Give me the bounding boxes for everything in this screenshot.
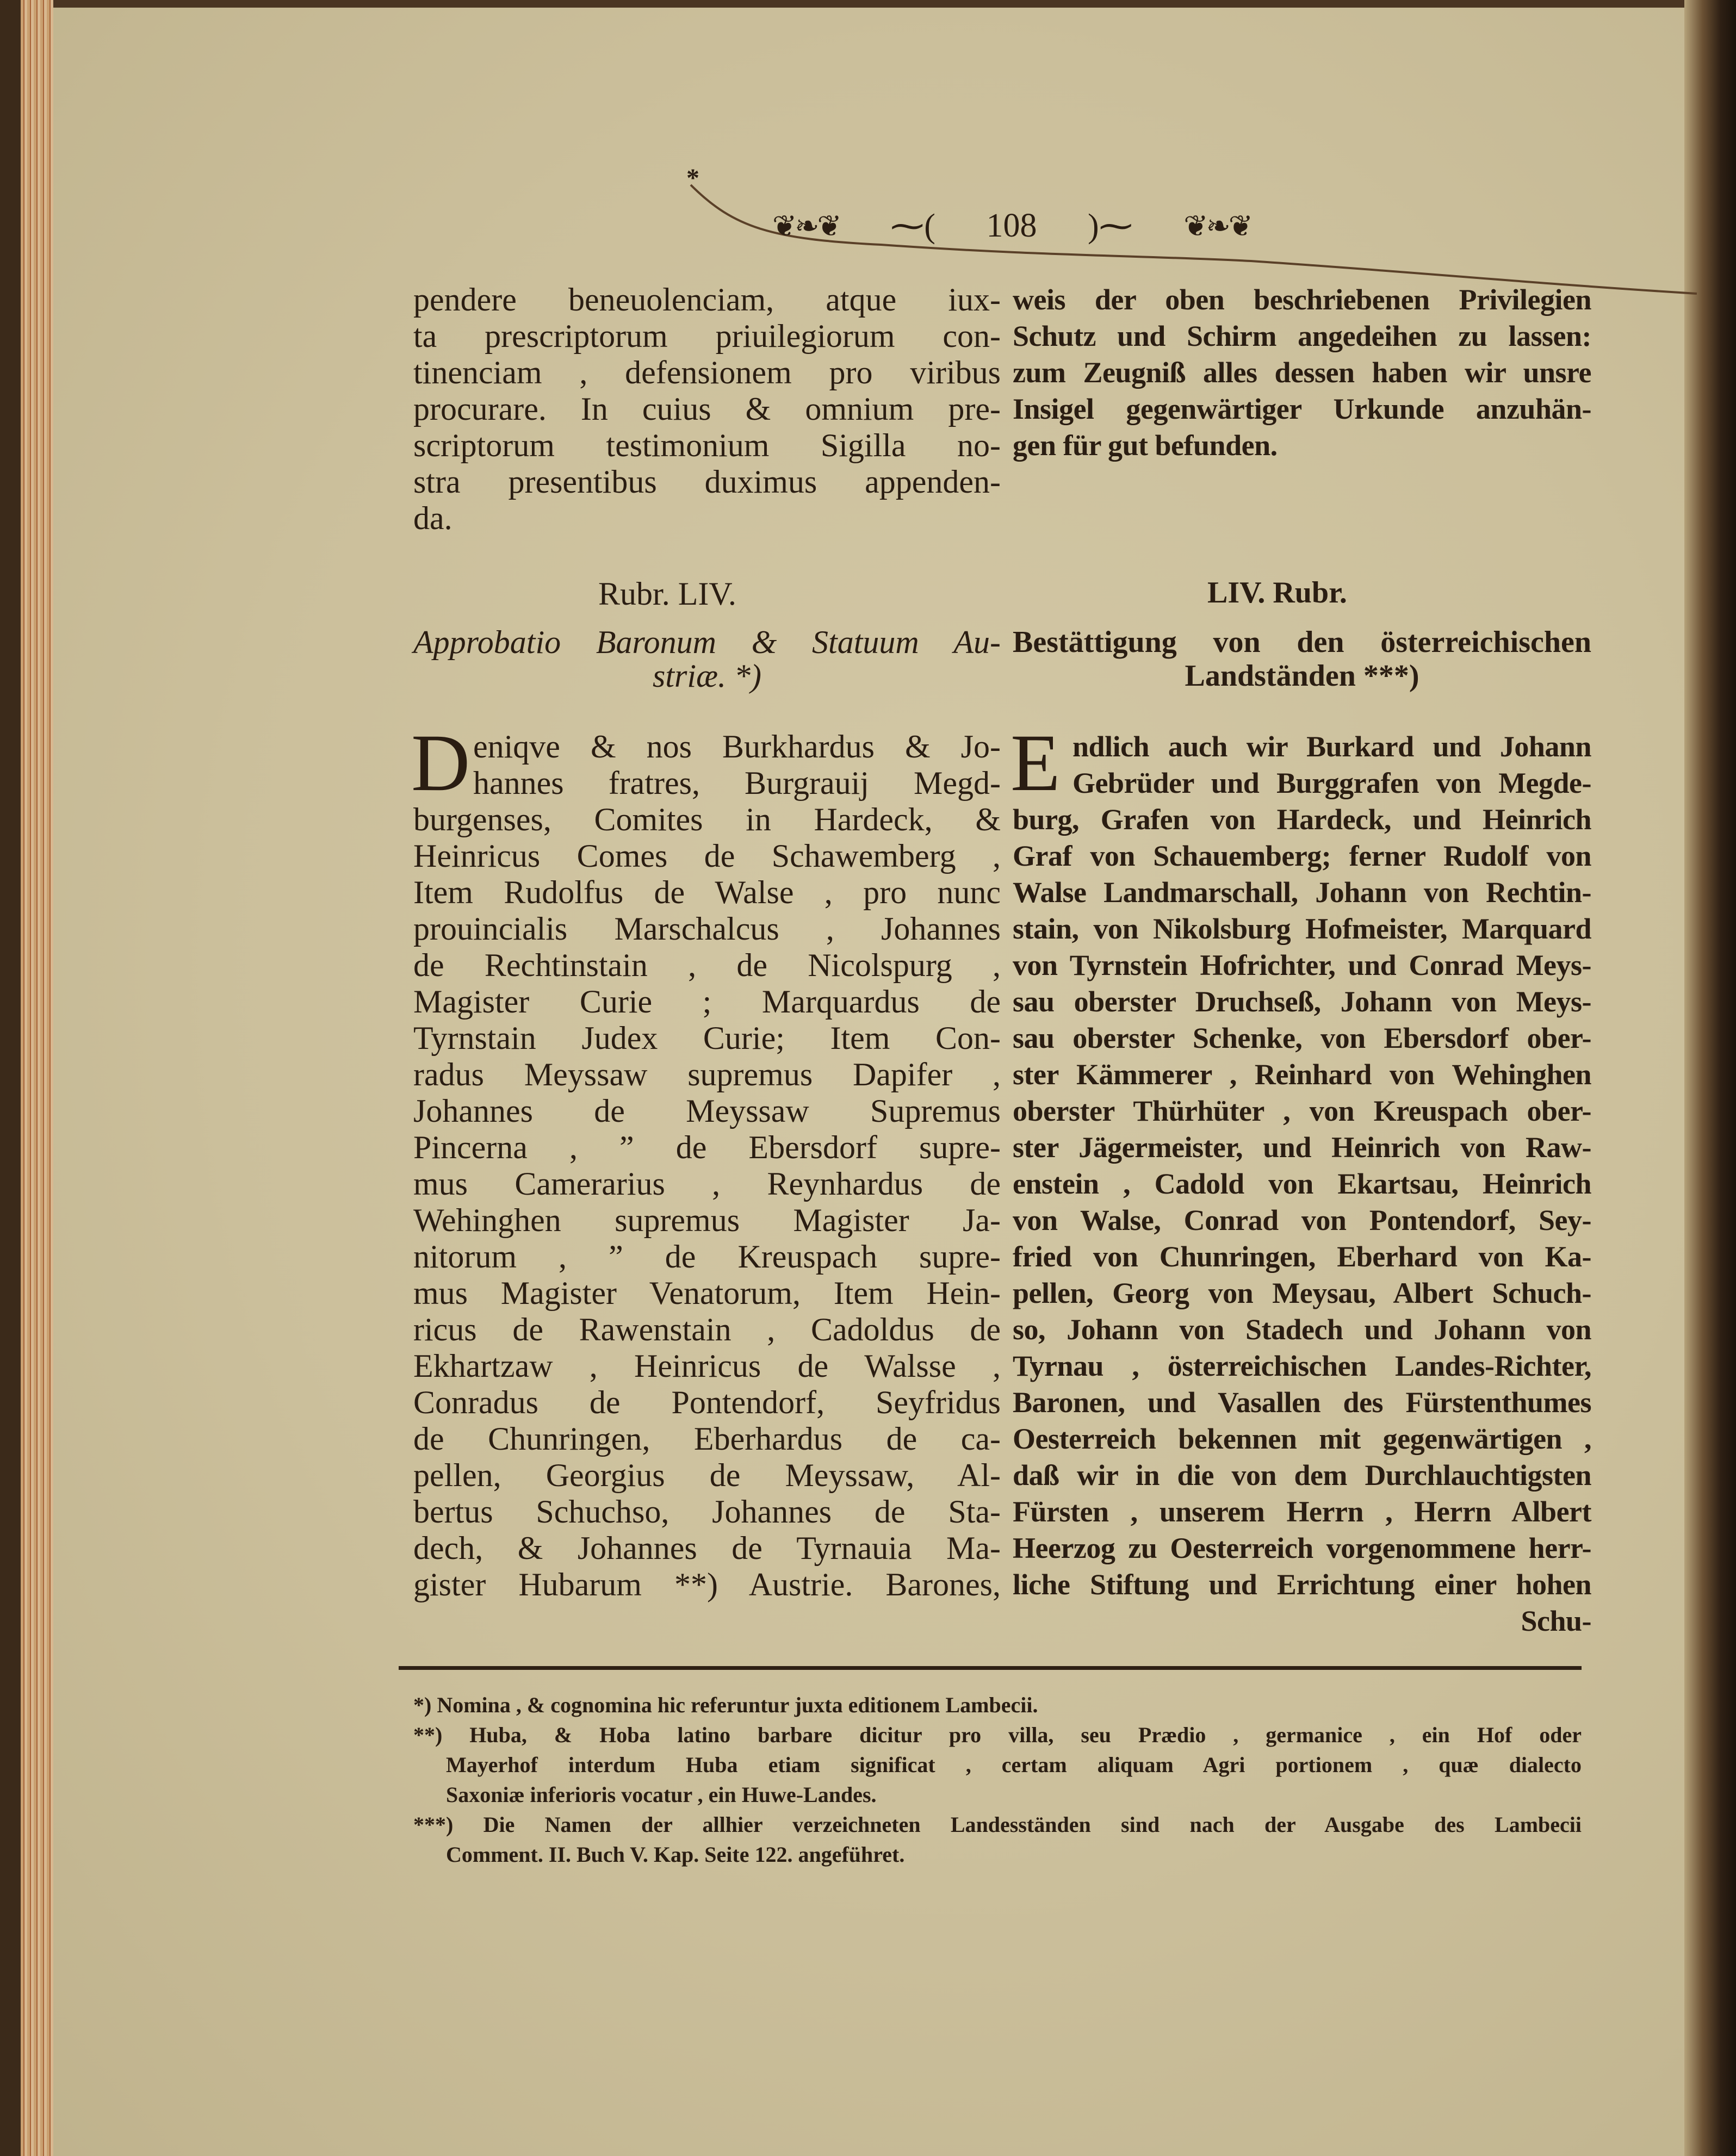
text-line: scriptorum testimonium Sigilla no-: [413, 427, 1001, 463]
text-line: pendere beneuolenciam, atque iux-: [413, 282, 1001, 318]
text-line: liche Stiftung und Errichtung einer hohen: [1013, 1568, 1591, 1601]
text-line: Oesterreich bekennen mit gegenwärtigen ,: [1013, 1422, 1591, 1455]
footnote-line: ***) Die Namen der allhier verzeichneten Landesständen sind nach der Ausgabe des Lambecii: [413, 1812, 1582, 1837]
footnote-line: Comment. II. Buch V. Kap. Seite 122. angeführet.: [446, 1842, 905, 1867]
ornament-left-icon: ❦❧❦: [772, 209, 840, 243]
text-line: burgenses, Comites in Hardeck, &: [413, 801, 1001, 837]
text-line: Heerzog zu Oesterreich vorgenommene herr-: [1013, 1532, 1591, 1564]
footnotes: [413, 1690, 1582, 1869]
footnote-line: Saxoniæ inferioris vocatur , ein Huwe-Landes.: [446, 1782, 877, 1807]
right-body: [1010, 718, 1591, 1639]
text-line: burg, Grafen von Hardeck, und Heinrich: [1013, 803, 1591, 836]
text-line: tinenciam , defensionem pro viribus: [413, 355, 1001, 390]
right-title-line: Bestättigung von den österreichischen: [1013, 625, 1591, 659]
text-line: ta prescriptorum priuilegiorum con-: [413, 318, 1001, 354]
text-line: sau oberster Schenke, von Ebersdorf ober-: [1013, 1022, 1591, 1054]
ink-mark: *: [686, 164, 699, 192]
text-line: Heinricus Comes de Schawemberg ,: [413, 838, 1001, 874]
left-title-line: striæ. *): [652, 658, 762, 694]
text-line: ster Kämmerer , Reinhard von Wehinghen: [1013, 1058, 1591, 1091]
text-line: bertus Schuchso, Johannes de Sta-: [413, 1494, 1001, 1530]
text-line: Wehinghen supremus Magister Ja-: [413, 1202, 1001, 1238]
text-line: Gebrüder und Burggrafen von Megde-: [1072, 767, 1591, 799]
left-body: [411, 718, 1001, 1603]
right-title-line: Landständen ***): [1185, 659, 1419, 693]
bracket-right: )⁓: [1088, 208, 1133, 245]
footnote-rule: [399, 1666, 1582, 1670]
left-rubric: Rubr. LIV.: [598, 576, 736, 612]
left-paragraph-1: [413, 282, 1001, 537]
text-line: ndlich auch wir Burkard und Johann: [1072, 730, 1591, 763]
footnote-line: Mayerhof interdum Huba etiam significat , certam aliquam Agri portionem , quæ dialecto: [446, 1753, 1582, 1777]
text-line: stra presentibus duximus appenden-: [413, 464, 1001, 500]
text-line: de Chunringen, Eberhardus de ca-: [413, 1421, 1001, 1457]
text-line: Baronen, und Vasallen des Fürstenthumes: [1013, 1386, 1591, 1419]
text-line: Walse Landmarschall, Johann von Rechtin-: [1013, 876, 1591, 909]
text-line: Insigel gegenwärtiger Urkunde anzuhän-: [1013, 393, 1591, 425]
drop-cap: D: [411, 718, 470, 808]
drop-cap: E: [1010, 718, 1061, 808]
right-title: [1013, 625, 1591, 693]
left-title-line: Approbatio Baronum & Statuum Au-: [413, 624, 1001, 660]
text-line: enstein , Cadold von Ekartsau, Heinrich: [1013, 1167, 1591, 1200]
ornament-right-icon: ❦❧❦: [1183, 209, 1251, 243]
bracket-left: ⁓(: [890, 208, 935, 245]
text-line: gen für gut befunden.: [1013, 429, 1278, 462]
right-paragraph-1: [1013, 282, 1591, 464]
text-line: Fürsten , unserem Herrn , Herrn Albert: [1013, 1495, 1591, 1528]
right-rubric: LIV. Rubr.: [1207, 576, 1347, 610]
text-line: hannes fratres, Burgrauij Megd-: [473, 765, 1001, 801]
text-line: so, Johann von Stadech und Johann von: [1013, 1313, 1591, 1346]
text-line: gister Hubarum **) Austrie. Barones,: [413, 1567, 1001, 1602]
text-line: Pincerna , ” de Ebersdorf supre-: [413, 1129, 1001, 1165]
text-line: prouincialis Marschalcus , Johannes: [413, 911, 1001, 947]
page-header: [772, 201, 1251, 250]
text-line: dech, & Johannes de Tyrnauia Ma-: [413, 1530, 1001, 1566]
text-line: Tyrnau , österreichischen Landes-Richter,: [1013, 1350, 1591, 1382]
text-line: radus Meyssaw supremus Dapifer ,: [413, 1057, 1001, 1092]
text-line: Tyrnstain Judex Curie; Item Con-: [413, 1020, 1001, 1056]
text-line: zum Zeugniß alles dessen haben wir unsre: [1013, 356, 1591, 389]
text-line: stain, von Nikolsburg Hofmeister, Marquard: [1013, 912, 1591, 945]
text-line: da.: [413, 500, 452, 536]
text-line: nitorum , ” de Kreuspach supre-: [413, 1239, 1001, 1275]
page-number: 108: [986, 207, 1037, 244]
text-line: Conradus de Pontendorf, Seyfridus: [413, 1384, 1001, 1420]
text-line: mus Magister Venatorum, Item Hein-: [413, 1275, 1001, 1311]
text-line: mus Camerarius , Reynhardus de: [413, 1166, 1001, 1202]
footnote-line: *) Nomina , & cognomina hic referuntur juxta editionem Lambecii.: [413, 1693, 1038, 1717]
footnote: [413, 1810, 1582, 1869]
text-line: procurare. In cuius & omnium pre-: [413, 391, 1001, 427]
text-line: ster Jägermeister, und Heinrich von Raw-: [1013, 1131, 1591, 1164]
footnote-line: **) Huba, & Hoba latino barbare dicitur pro villa, seu Prædio , germanice , ein Hof oder: [413, 1723, 1582, 1747]
text-line: ricus de Rawenstain , Cadoldus de: [413, 1312, 1001, 1347]
text-line: Item Rudolfus de Walse , pro nunc: [413, 874, 1001, 910]
text-line: daß wir in die von dem Durchlauchtigsten: [1013, 1459, 1591, 1492]
text-line: Johannes de Meyssaw Supremus: [413, 1093, 1001, 1129]
text-line: von Walse, Conrad von Pontendorf, Sey-: [1013, 1204, 1591, 1237]
text-line: Magister Curie ; Marquardus de: [413, 984, 1001, 1020]
text-line: pellen, Georgius de Meyssaw, Al-: [413, 1457, 1001, 1493]
text-line: weis der oben beschriebenen Privilegien: [1013, 283, 1591, 316]
text-line: von Tyrnstein Hofrichter, und Conrad Meys-: [1013, 949, 1591, 981]
text-line: Graf von Schauemberg; ferner Rudolf von: [1013, 840, 1591, 872]
text-line: pellen, Georg von Meysau, Albert Schuch-: [1013, 1277, 1591, 1309]
text-line: Schutz und Schirm angedeihen zu lassen:: [1013, 320, 1591, 352]
footnote: [413, 1690, 1582, 1720]
text-line: sau oberster Druchseß, Johann von Meys-: [1013, 985, 1591, 1018]
text-line: fried von Chunringen, Eberhard von Ka-: [1013, 1240, 1591, 1273]
left-title: [413, 625, 1001, 693]
text-line: Ekhartzaw , Heinricus de Walsse ,: [413, 1348, 1001, 1384]
catchword: Schu-: [1521, 1605, 1591, 1637]
text-line: eniqve & nos Burkhardus & Jo-: [473, 729, 1001, 765]
footnote: [413, 1720, 1582, 1810]
text-line: de Rechtinstain , de Nicolspurg ,: [413, 947, 1001, 983]
text-line: oberster Thürhüter , von Kreuspach ober-: [1013, 1095, 1591, 1127]
